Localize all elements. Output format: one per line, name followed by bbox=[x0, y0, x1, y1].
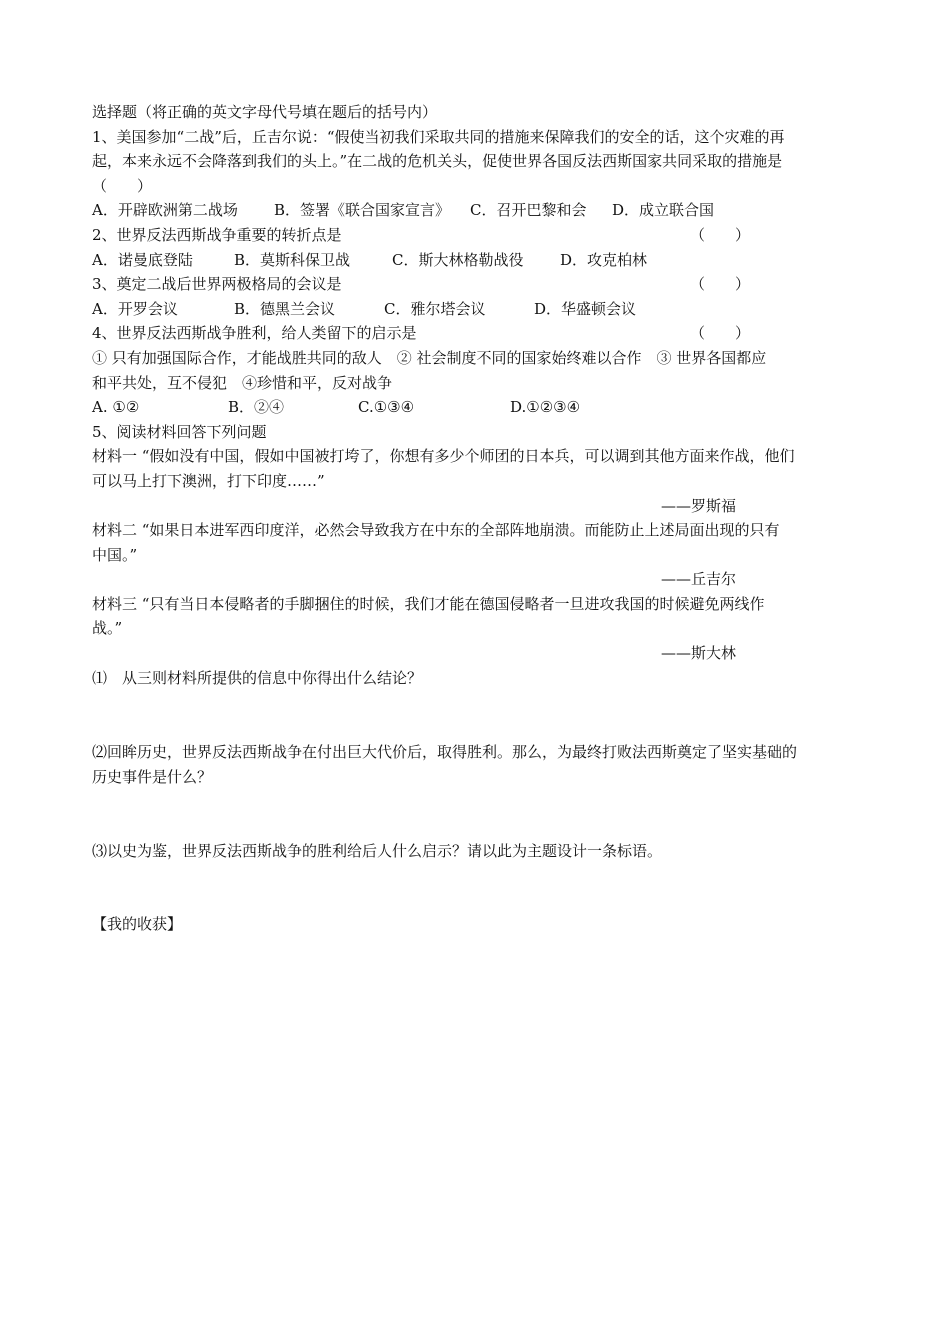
answer-space-1 bbox=[92, 690, 862, 740]
material-2-source: ——丘吉尔 bbox=[660, 570, 736, 589]
q1-option-b: B．签署《联合国家宣言》 bbox=[274, 201, 451, 220]
q3-row bbox=[92, 272, 862, 297]
q4-row bbox=[92, 321, 862, 346]
q3-option-c: C．雅尔塔会议 bbox=[384, 299, 486, 318]
section-header: 选择题（将正确的英文字母代号填在题后的括号内） bbox=[92, 103, 438, 121]
q2-option-b: B．莫斯科保卫战 bbox=[234, 250, 351, 269]
q4-option-d: D.①②③④ bbox=[510, 398, 581, 417]
material-3-line2: 战。” bbox=[92, 619, 123, 638]
sub-question-2-line1: ⑵回眸历史，世界反法西斯战争在付出巨大代价后，取得胜利。那么，为最终打败法西斯奠定了坚实基础的 bbox=[92, 743, 798, 762]
q4-option-b: B．②④ bbox=[228, 398, 285, 417]
q2-options bbox=[92, 248, 862, 273]
q2-option-d: D．攻克柏林 bbox=[560, 250, 648, 269]
material-1-source: ——罗斯福 bbox=[660, 496, 736, 515]
q3-option-a: A．开罗会议 bbox=[92, 299, 178, 318]
sub-question-3: ⑶以史为鉴，世界反法西斯战争的胜利给后人什么启示？请以此为主题设计一条标语。 bbox=[92, 842, 663, 861]
q4-options bbox=[92, 395, 862, 420]
q2-answer-paren: （ ） bbox=[690, 225, 751, 244]
q3-stem: 3、奠定二战后世界两极格局的会议是 bbox=[92, 275, 342, 294]
q3-answer-paren: （ ） bbox=[690, 275, 751, 294]
q1-answer-paren: （ ） bbox=[92, 176, 153, 195]
material-2-line1: 材料二 “如果日本进军西印度洋，必然会导致我方在中东的全部阵地崩溃。而能防止上述局面出现的只有 bbox=[92, 521, 780, 540]
q4-statements-line2: 和平共处，互不侵犯 ④珍惜和平，反对战争 bbox=[92, 373, 393, 392]
q3-option-b: B．德黑兰会议 bbox=[234, 299, 336, 318]
material-1-line2: 可以马上打下澳洲，打下印度……” bbox=[92, 471, 325, 490]
q1-option-a: A．开辟欧洲第二战场 bbox=[92, 201, 238, 220]
q2-option-c: C．斯大林格勒战役 bbox=[392, 250, 524, 269]
q4-option-a: A. ①② bbox=[92, 398, 140, 417]
material-3-line1: 材料三 “只有当日本侵略者的手脚捆住的时候，我们才能在德国侵略者一旦进攻我国的时候避免两线作 bbox=[92, 594, 765, 613]
q4-statements-line1: ① 只有加强国际合作，才能战胜共同的敌人 ② 社会制度不同的国家始终难以合作 ③ 世界各国都应 bbox=[92, 348, 767, 367]
q1-option-d: D．成立联合国 bbox=[612, 201, 715, 220]
q4-stem: 4、世界反法西斯战争胜利，给人类留下的启示是 bbox=[92, 324, 417, 343]
material-2-line2: 中国。” bbox=[92, 545, 138, 564]
answer-space-3 bbox=[92, 864, 862, 912]
q1-stem-line1: 1、美国参加“二战”后，丘吉尔说：“假使当初我们采取共同的措施来保障我们的安全的话，这个灾难的再 bbox=[92, 127, 785, 146]
answer-space-2 bbox=[92, 789, 862, 839]
q4-option-c: C.①③④ bbox=[358, 398, 415, 417]
q1-options bbox=[92, 198, 862, 223]
my-harvest-heading: 【我的收获】 bbox=[92, 915, 183, 934]
q2-row bbox=[92, 223, 862, 248]
q1-option-c: C．召开巴黎和会 bbox=[470, 201, 587, 220]
q1-stem-line2: 起，本来永远不会降落到我们的头上。”在二战的危机关头，促使世界各国反法西斯国家共同采取的措施是 bbox=[92, 152, 783, 171]
q3-options bbox=[92, 297, 862, 322]
sub-question-1: ⑴ 从三则材料所提供的信息中你得出什么结论？ bbox=[92, 668, 423, 687]
q4-answer-paren: （ ） bbox=[690, 324, 751, 343]
worksheet-content bbox=[92, 100, 862, 937]
q5-title: 5、阅读材料回答下列问题 bbox=[92, 422, 267, 441]
material-3-source: ——斯大林 bbox=[660, 644, 736, 663]
q2-option-a: A．诺曼底登陆 bbox=[92, 250, 193, 269]
q2-stem: 2、世界反法西斯战争重要的转折点是 bbox=[92, 225, 342, 244]
material-1-line1: 材料一 “假如没有中国，假如中国被打垮了，你想有多少个师团的日本兵，可以调到其他方面来作战，他们 bbox=[92, 447, 795, 466]
sub-question-2-line2: 历史事件是什么？ bbox=[92, 767, 213, 786]
q3-option-d: D．华盛顿会议 bbox=[534, 299, 637, 318]
